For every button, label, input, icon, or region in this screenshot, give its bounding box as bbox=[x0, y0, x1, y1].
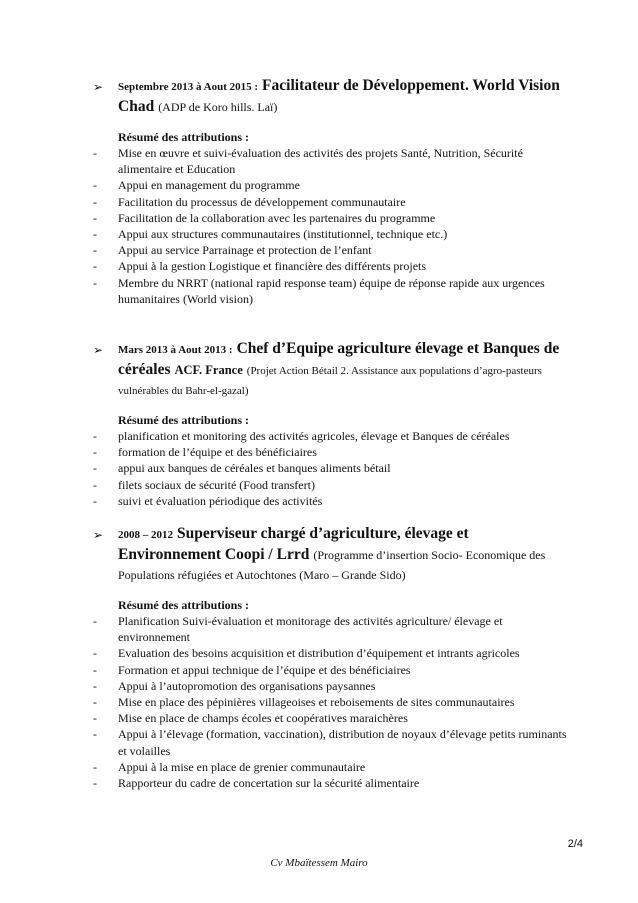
arrow-bullet-icon: ➢ bbox=[93, 343, 104, 357]
job-detail: (ADP de Koro hills. Laï) bbox=[158, 100, 278, 114]
list-item: - filets sociaux de sécurité (Food transfert) bbox=[93, 477, 315, 492]
list-item: - Facilitation du processus de développement communautaire bbox=[93, 194, 406, 209]
footer-cv-name: Cv Mbaïtessem Mairo bbox=[270, 857, 368, 869]
job-entry-coopi bbox=[93, 524, 573, 791]
list-item: - Appui à l’élevage (formation, vaccination), distribution de noyaux d’élevage petits ruminants et volailles bbox=[93, 727, 567, 758]
list-item: - Appui en management du programme bbox=[93, 178, 300, 193]
job-header bbox=[93, 76, 573, 117]
list-item: - Evaluation des besoins acquisition et distribution d’équipement et intrants agricoles bbox=[93, 646, 520, 661]
job-title: Superviseur chargé d’agriculture, élevage et Environnement Coopi / Lrrd bbox=[118, 525, 469, 563]
resume-label: Résumé des attributions : bbox=[118, 598, 249, 612]
job-entry-acf bbox=[93, 339, 573, 509]
list-item: - Appui au service Parrainage et protection de l’enfant bbox=[93, 243, 372, 258]
list-item: - Appui aux structures communautaires (institutionnel, technique etc.) bbox=[93, 227, 448, 242]
list-item: - Planification Suivi-évaluation et monitorage des activités agriculture/ élevage et environnement bbox=[93, 614, 503, 645]
attributions-list bbox=[93, 428, 573, 509]
list-item: - suivi et évaluation périodique des activités bbox=[93, 493, 323, 508]
list-item: - Facilitation de la collaboration avec les partenaires du programme bbox=[93, 210, 436, 225]
attributions-list bbox=[93, 613, 573, 791]
arrow-bullet-icon: ➢ bbox=[93, 80, 104, 94]
attributions-list bbox=[93, 145, 573, 307]
job-title: Chef d’Equipe agriculture élevage et Banques de céréales bbox=[118, 340, 560, 378]
job-header bbox=[93, 524, 573, 585]
list-item: - Mise en œuvre et suivi-évaluation des activités des projets Santé, Nutrition, Sécurité alimentaire et Education bbox=[93, 146, 523, 177]
list-item: - Appui à la mise en place de grenier communautaire bbox=[93, 759, 366, 774]
list-item: - Formation et appui technique de l’équipe et des bénéficiaires bbox=[93, 662, 411, 677]
list-item: - appui aux banques de céréales et banques aliments bétail bbox=[93, 461, 391, 476]
list-item: - formation de l’équipe et des bénéficiaires bbox=[93, 445, 317, 460]
job-header bbox=[93, 339, 573, 400]
job-date: Septembre 2013 à Aout 2015 : bbox=[118, 81, 259, 93]
resume-label: Résumé des attributions : bbox=[118, 130, 249, 144]
job-date: Mars 2013 à Aout 2013 : bbox=[118, 344, 233, 356]
list-item: - Appui à l’autopromotion des organisations paysannes bbox=[93, 678, 376, 693]
job-detail: (Programme d’insertion Socio- Economique des Populations réfugiées et Autochtones (Maro – Grande Sido) bbox=[118, 548, 546, 582]
page-number: 2/4 bbox=[567, 838, 583, 850]
list-item: - planification et monitoring des activités agricoles, élevage et Banques de céréales bbox=[93, 429, 510, 443]
list-item: - Mise en place de champs écoles et coopératives maraichères bbox=[93, 711, 408, 726]
job-entry-world-vision bbox=[93, 76, 573, 307]
job-org: ACF. France bbox=[174, 363, 243, 377]
job-detail: (Projet Action Bétail 2. Assistance aux populations d’agro-pasteurs vulnérables du Bahr-el-gazal) bbox=[118, 365, 542, 397]
arrow-bullet-icon: ➢ bbox=[93, 528, 104, 542]
list-item: - Mise en place des pépinières villageoises et reboisements de sites communautaires bbox=[93, 695, 515, 710]
list-item: - Rapporteur du cadre de concertation sur la sécurité alimentaire bbox=[93, 776, 420, 791]
job-date: 2008 – 2012 bbox=[118, 529, 173, 541]
resume-label: Résumé des attributions : bbox=[118, 413, 249, 427]
list-item: - Membre du NRRT (national rapid response team) équipe de réponse rapide aux urgences humanitaires (World vision) bbox=[93, 275, 545, 306]
list-item: - Appui à la gestion Logistique et financière des différents projets bbox=[93, 259, 427, 274]
job-title: Facilitateur de Développement. World Vision Chad bbox=[118, 77, 560, 115]
